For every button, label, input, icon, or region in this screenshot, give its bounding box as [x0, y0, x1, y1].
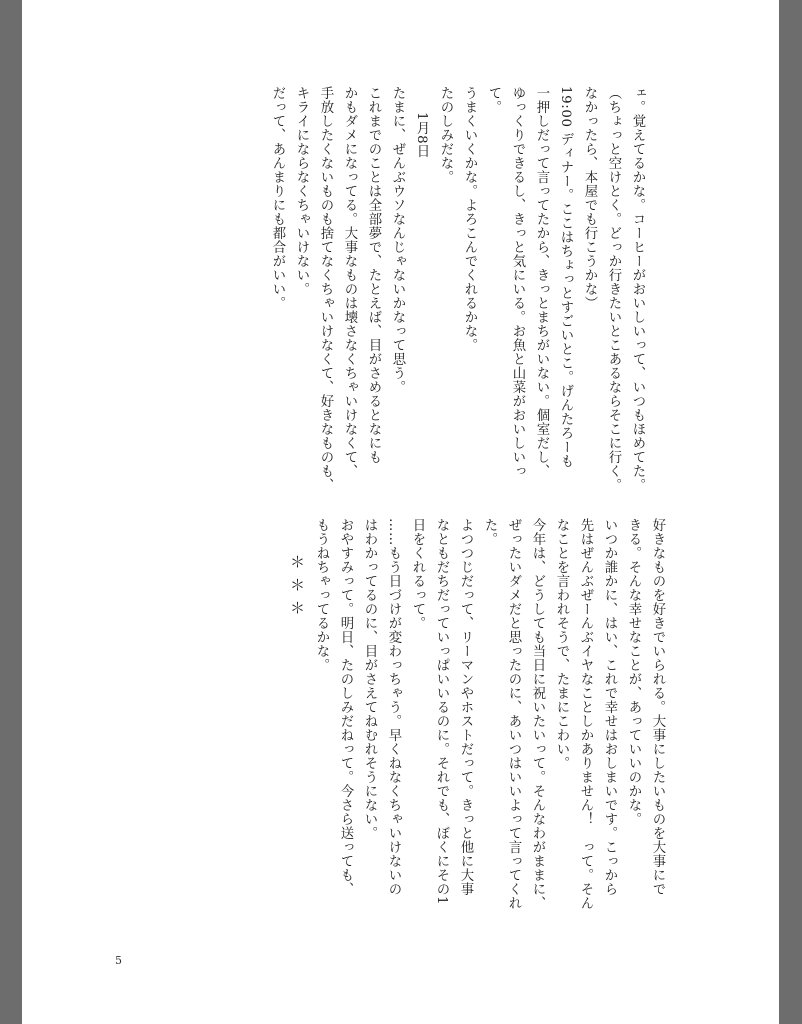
text-line: 日をくれるって。	[410, 518, 425, 630]
text-line: たまに、ぜんぶウソなんじゃないかなって思う。	[390, 86, 405, 394]
text-line: 手放したくないものも捨てなくちゃいけなくて、好きなものも、	[318, 86, 333, 492]
text-line: ……もう日づけが変わっちゃう。早くねなくちゃいけないの	[386, 518, 401, 896]
text-line: おやすみって。明日、たのしみだねって。今さら送っても、	[338, 518, 353, 896]
page-number: 5	[115, 954, 122, 967]
text-line: これまでのことは全部夢で、たとえば、目がさめるとなにも	[366, 86, 381, 464]
text-line: よつつじだって、リーマンやホストだって。きっと他に大事	[458, 518, 473, 896]
text-line: なともだちだっていっぱいいるのに。それでも、ぼくにその1	[434, 518, 449, 906]
text-line: うまくいくかな。よろこんでくれるかな。	[462, 86, 477, 352]
text-line: ゆっくりできるし、きっと気にいる。お魚と山菜がおいしいっ	[510, 86, 525, 478]
text-line: 今年は、どうしても当日に祝いたいって。そんなわがままに、	[530, 518, 545, 910]
text-line: だって、あんまりにも都合がいい。	[270, 86, 285, 310]
text-line: きる。そんな幸せなことが、あっていいのかな。	[626, 518, 641, 826]
text-line: て。	[486, 86, 501, 114]
text-line: かもダメになってる。大事なものは壊さなくちゃいけなくて、	[342, 86, 357, 478]
lower-text-block	[285, 518, 669, 948]
book-page	[22, 0, 779, 1024]
text-line: なことを言われそうで、たまにこわい。	[554, 518, 569, 770]
text-line: （ちょっと空けとく。どっか行きたいとこあるならそこに行く。	[606, 86, 621, 492]
text-line: ぜったいダメだと思ったのに、あいつはいいよって言ってくれ	[506, 518, 521, 910]
text-line: たのしみだな。	[438, 86, 453, 184]
section-break-stars: ＊＊＊	[288, 554, 306, 623]
text-line: ェ。覚えてるかな。コーヒーがおいしいって、いつもほめてた。	[630, 86, 645, 492]
text-line: もうねちゃってるかな。	[314, 518, 329, 672]
text-line: キライにならなくちゃいけない。	[294, 86, 309, 296]
text-line: 一押しだって言ってたから、きっとまちがいない。個室だし、	[534, 86, 549, 478]
text-line: なかったら、本屋でも行こうかな）	[582, 86, 597, 310]
date-heading: 1月8日	[414, 112, 429, 159]
upper-text-block	[265, 86, 649, 506]
text-line: 先はぜんぶぜーんぶイヤなことしかありません！ って。そん	[578, 518, 593, 910]
text-line: いつか誰かに、はい、これで幸せはおしまいです。こっから	[602, 518, 617, 896]
text-line: はわかってるのに、目がさえてねむれそうにない。	[362, 518, 377, 840]
text-line: 好きなものを好きでいられる。大事にしたいものを大事にで	[650, 518, 665, 896]
text-line: 19:00 ディナー。ここはちょっとすごいとこ。げんたろーも	[558, 86, 573, 469]
text-line: た。	[482, 518, 497, 546]
